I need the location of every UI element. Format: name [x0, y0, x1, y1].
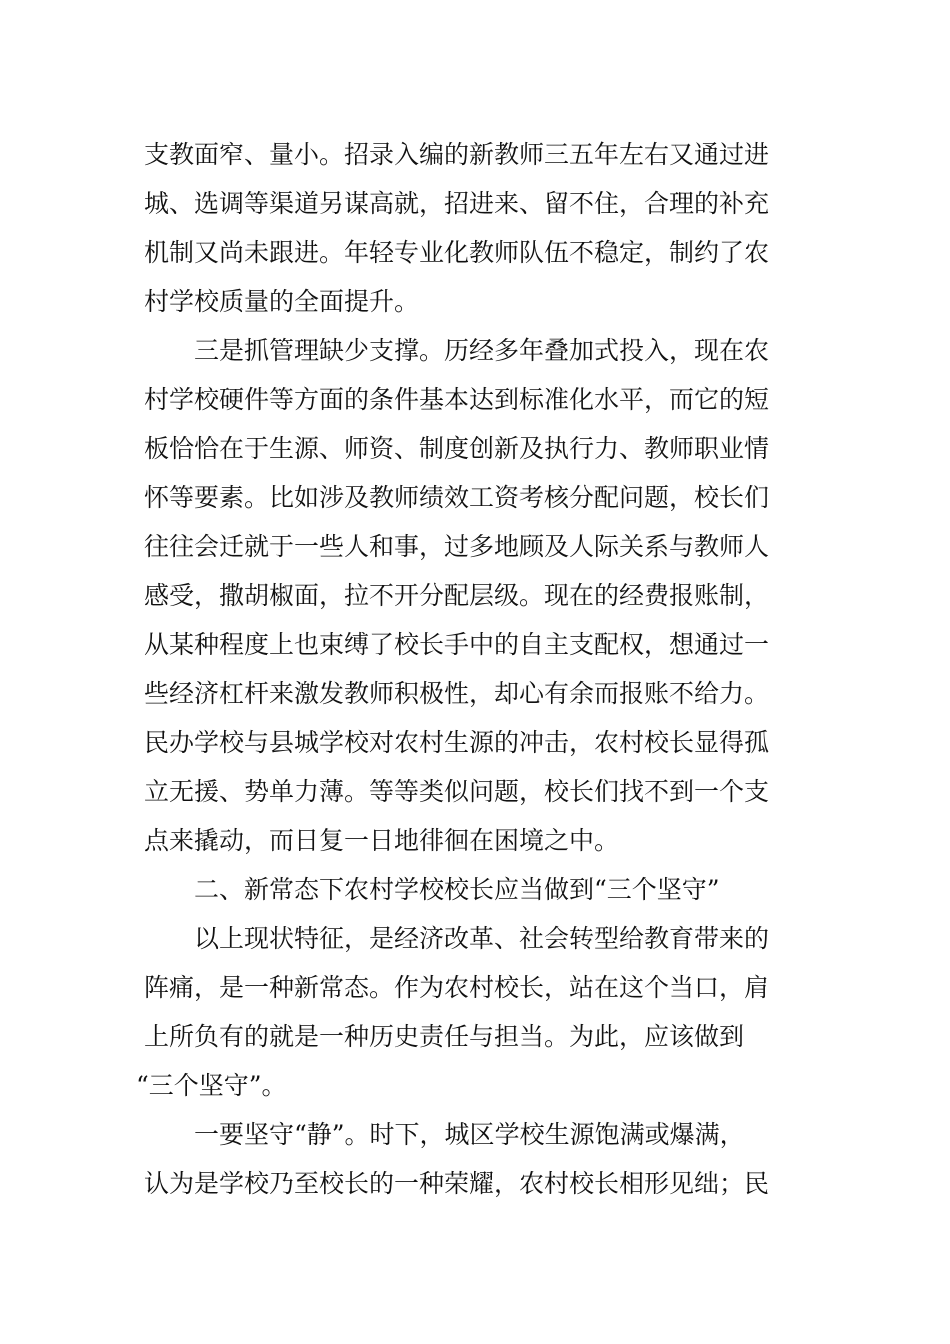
paragraph-start-line: 一要坚守“静”。时下，城区学校生源饱满或爆满， [194, 1120, 745, 1149]
text-line: 村学校质量的全面提升。 [144, 287, 420, 316]
text-line: 认为是学校乃至校长的一种荣耀，农村校长相形见绌；民 [144, 1169, 770, 1198]
paragraph-start-line: 三是抓管理缺少支撑。历经多年叠加式投入，现在农 [194, 336, 770, 365]
paragraph-start-line: 以上现状特征，是经济改革、社会转型给教育带来的 [194, 924, 770, 953]
text-line: 些经济杠杆来激发教师积极性，却心有余而报账不给力。 [144, 679, 770, 708]
text-line: 往往会迁就于一些人和事，过多地顾及人际关系与教师人 [144, 532, 770, 561]
text-line: “三个坚守”。 [136, 1071, 287, 1100]
text-line: 城、选调等渠道另谋高就，招进来、留不住，合理的补充 [144, 189, 770, 218]
text-line: 板恰恰在于生源、师资、制度创新及执行力、教师职业情 [144, 434, 770, 463]
section-heading: 二、新常态下农村学校校长应当做到“三个坚守” [194, 875, 720, 904]
text-line: 支教面窄、量小。招录入编的新教师三五年左右又通过进 [144, 140, 770, 169]
text-line: 民办学校与县城学校对农村生源的冲击，农村校长显得孤 [144, 728, 770, 757]
text-line: 立无援、势单力薄。等等类似问题，校长们找不到一个支 [144, 777, 770, 806]
text-line: 机制又尚未跟进。年轻专业化教师队伍不稳定，制约了农 [144, 238, 770, 267]
text-line: 点来撬动，而日复一日地徘徊在困境之中。 [144, 826, 620, 855]
body-text [136, 130, 794, 1208]
text-line: 上所负有的就是一种历史责任与担当。为此，应该做到 [144, 1022, 745, 1051]
text-line: 感受，撒胡椒面，拉不开分配层级。现在的经费报账制， [144, 581, 770, 610]
text-line: 村学校硬件等方面的条件基本达到标准化水平，而它的短 [144, 385, 770, 414]
text-line: 从某种程度上也束缚了校长手中的自主支配权，想通过一 [144, 630, 770, 659]
text-line: 阵痛，是一种新常态。作为农村校长，站在这个当口，肩 [144, 973, 770, 1002]
text-line: 怀等要素。比如涉及教师绩效工资考核分配问题，校长们 [144, 483, 770, 512]
